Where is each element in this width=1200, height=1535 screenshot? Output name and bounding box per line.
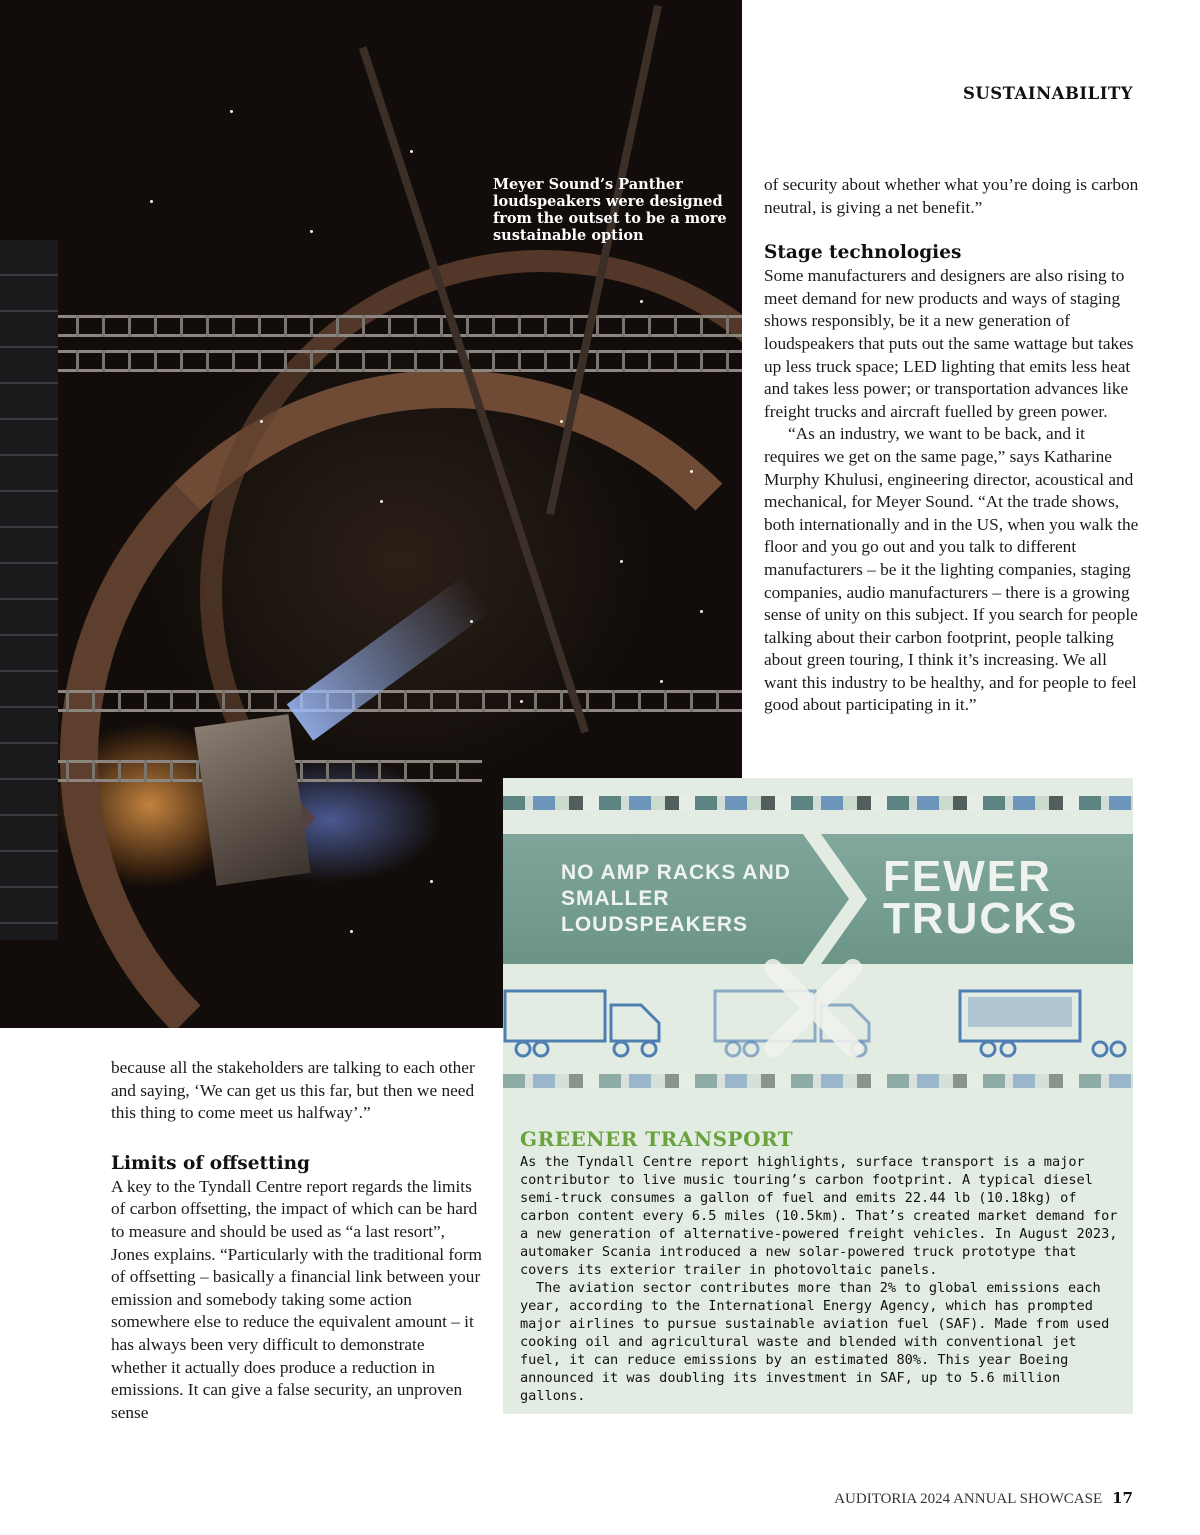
sidebar-title: GREENER TRANSPORT (520, 1127, 794, 1151)
continuation-paragraph: of security about whether what you’re doing is carbon neutral, is giving a net benefit.” (764, 175, 1139, 217)
left-column (111, 1057, 483, 1424)
truck-icon (958, 983, 1128, 1063)
transport-infographic (503, 778, 1133, 1124)
body-paragraph: Some manufacturers and designers are also rising to meet demand for new products and ways of staging shows responsibly, be it a new generation of loudspeakers that puts out the same wattage but takes up less truck space; LED lighting that emits less heat and takes less power; or transportation advances like freight trucks and aircraft fuelled by green power. (764, 266, 1134, 421)
cross-icon (753, 958, 873, 1058)
continuation-paragraph: because all the stakeholders are talking to each other and saying, ‘We can get us this far, but then we need this thing to come meet us halfway’.” (111, 1058, 475, 1123)
right-column (764, 174, 1144, 717)
banner-left-text: NO AMP RACKS AND SMALLER LOUDSPEAKERS (561, 861, 791, 936)
body-paragraph: A key to the Tyndall Centre report regards the limits of carbon offsetting, the impact of which can be hard to measure and should be used as “a last resort”, Jones explains. “Particularly with the traditional form of offsetting – basically a financial link between your emission and somebody taking some action somewhere else to reduce the equivalent amount – it has always been very difficult to demonstrate whether it actually does produce a reduction in emissions. It can give a false security, an unproven sense (111, 1176, 482, 1422)
page-number: 17 (1112, 1489, 1133, 1507)
subhead-limits-of-offsetting: Limits of offsetting (111, 1152, 310, 1174)
line-array-speakers (0, 240, 58, 940)
publication-name: AUDITORIA 2024 ANNUAL SHOWCASE (834, 1491, 1103, 1507)
sidebar-paragraph: The aviation sector contributes more than 2% to global emissions each year, according to the International Energy Agency, which has prompted major airlines to pursue sustainable aviation fuel (SAF). Made from used cooking oil and agricultural waste and blended with conventional jet fuel, it can reduce emissions by an estimated 80%. This year Boeing announced it was doubling its investment in SAF, up to 5.6 million gallons. (520, 1280, 1110, 1404)
section-label: SUSTAINABILITY (962, 84, 1133, 103)
page-footer (834, 1489, 1133, 1508)
subhead-stage-technologies: Stage technologies (764, 242, 962, 264)
sidebar-body (520, 1153, 1120, 1405)
banner-right-text: FEWER TRUCKS (883, 852, 1079, 943)
body-paragraph: “As an industry, we want to be back, and it requires we get on the same page,” says Katharine Murphy Khulusi, engineering director, acoustical and mechanical, for Meyer Sound. “At the trade shows, both internationally and in the US, when you walk the floor and you go out and you talk to different manufacturers – be it the lighting companies, staging companies, audio manufacturers – there is a growing sense of unity on this subject. If you search for people talking about their carbon footprint, people talking about green touring, I think it’s increasing. We all want this industry to be healthy, and for people to feel good about participating in it.” (764, 424, 1139, 715)
photo-caption: Meyer Sound’s Panther loudspeakers were designed from the outset to be a more sustainable option (493, 176, 727, 244)
truck-icon (503, 983, 673, 1063)
sidebar-paragraph: As the Tyndall Centre report highlights, surface transport is a major contributor to live music touring’s carbon footprint. A typical diesel semi-truck consumes a gallon of fuel and emits 22.44 lb (10.18kg) of carbon content every 6.5 miles (10.5km). That’s created market demand for a new generation of alternative-powered freight vehicles. In August 2023, automaker Scania introduced a new solar-powered truck prototype that covers its exterior trailer in photovoltaic panels. (520, 1154, 1118, 1278)
